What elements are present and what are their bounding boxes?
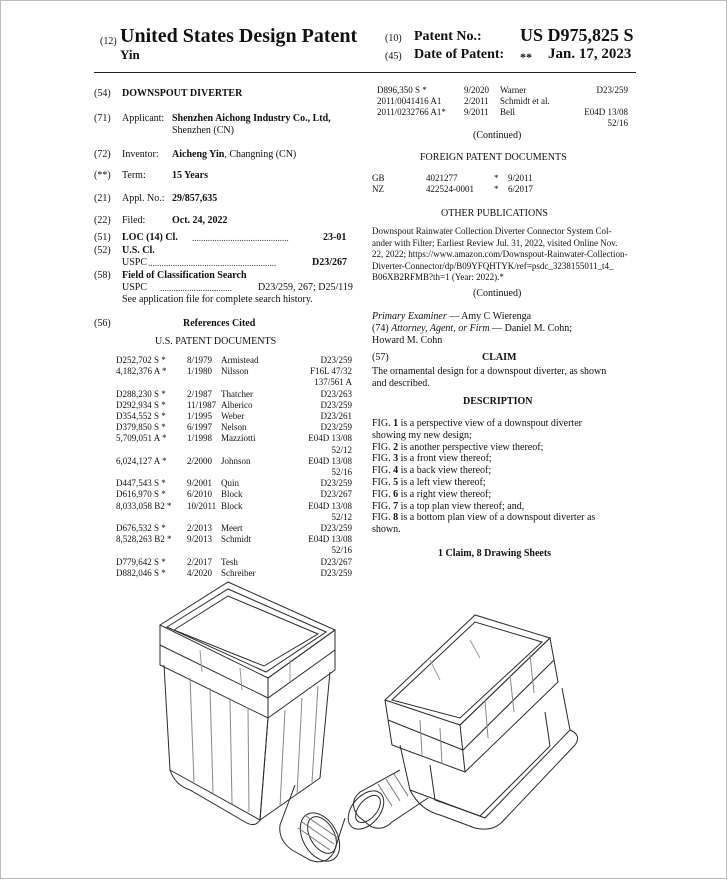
ref-class: D23/267 [320, 489, 352, 500]
loc-dots: ........................................... [192, 233, 289, 243]
inventor-entry [172, 149, 296, 160]
inventor-location: , Changning (CN) [224, 149, 297, 160]
field-uspc-label: USPC [122, 282, 148, 293]
reference-row [116, 433, 352, 444]
us-patent-docs-title: U.S. PATENT DOCUMENTS [155, 336, 277, 347]
ref-date: 9/2013 [187, 534, 213, 545]
reference-row [116, 422, 352, 433]
ref-name: Alberico [221, 399, 253, 410]
ref-date: 1/1995 [187, 411, 213, 421]
inventor-label: Inventor: [122, 149, 159, 160]
description-title: DESCRIPTION [463, 396, 533, 407]
claim-title: CLAIM [482, 352, 517, 363]
filed-date: Oct. 24, 2022 [172, 215, 228, 226]
ref-class: E04D 13/08 [308, 455, 352, 466]
fig-number: 5 [393, 477, 399, 488]
ref-name: Block [221, 489, 243, 500]
title-of-design: DOWNSPOUT DIVERTER [122, 88, 243, 99]
reference-row [372, 96, 628, 107]
fig-number: 8 [393, 512, 399, 524]
reference-row [116, 523, 352, 534]
ref-date: 2/2000 [187, 455, 213, 466]
fig-prefix: FIG. [372, 465, 394, 477]
ref-number: D676,532 S * [116, 523, 166, 533]
ref-name: Bell [500, 107, 515, 117]
fig-prefix: FIG. [372, 418, 394, 429]
ref-class: D23/259 [320, 399, 352, 410]
fig-text: is a right view thereof; [398, 488, 492, 500]
ref-number: 6,024,127 A * [116, 455, 167, 466]
fig-text: is a bottom plan view of a downspout diverter as [398, 512, 596, 524]
fig-text: is another perspective view thereof; [398, 441, 544, 453]
fig-number: 4 [393, 465, 399, 477]
figure-description-line [372, 512, 595, 523]
ref-class: 52/12 [331, 511, 352, 522]
code-term: (**) [94, 170, 111, 181]
code-12: (12) [100, 36, 117, 47]
ref-class: D23/267 [320, 556, 352, 567]
attorney-name-2: Howard M. Cohn [372, 335, 443, 346]
fig-number: 2 [393, 441, 399, 453]
code-72: (72) [94, 149, 111, 160]
ref-date: 10/2011 [187, 500, 217, 511]
figure-description-line [372, 430, 472, 441]
fig-text: is a perspective view of a downspout diverter [398, 418, 582, 429]
fig-prefix: showing my new design; [372, 429, 472, 441]
references-cited-title: References Cited [183, 318, 256, 329]
inventor-name: Aicheng Yin [172, 149, 225, 160]
field-uspc-dots: ................................ [160, 283, 232, 293]
term-value: 15 Years [172, 170, 209, 181]
reference-row [372, 107, 628, 118]
code-51: (51) [94, 232, 111, 243]
primary-examiner-label: Primary Examiner [372, 311, 447, 322]
attorney-name-1: — Daniel M. Cohn; [492, 323, 573, 334]
fig-text: is a back view thereof; [398, 465, 492, 477]
other-publication-line: ander with Filter; Earliest Review Jul. 31, 2022, visited Online Nov. [372, 237, 618, 248]
perspective-view-right [341, 615, 577, 836]
ref-date: 1/1980 [187, 366, 213, 377]
ref-number: D616,970 S * [116, 489, 166, 500]
ref-number: D354,552 S * [116, 411, 166, 421]
primary-examiner [372, 311, 531, 322]
reference-row [116, 355, 352, 366]
loc-value: 23-01 [323, 232, 347, 243]
ref-name: Tesh [221, 556, 238, 567]
continued-label-2: (Continued) [473, 288, 522, 299]
foreign-number: 4021277 [426, 173, 458, 183]
fig-prefix: FIG. [372, 500, 394, 512]
foreign-country: NZ [372, 184, 384, 194]
ref-name: Armistead [221, 355, 259, 365]
ref-name: Schmidt [221, 534, 252, 545]
figure-description-line [372, 442, 543, 453]
field-search-label: Field of Classification Search [122, 270, 247, 281]
primary-examiner-name: — Amy C Wierenga [449, 311, 532, 322]
figure-description-line [372, 524, 401, 535]
ref-class: 52/16 [331, 545, 352, 556]
ref-class: D23/259 [596, 85, 628, 95]
ref-date: 11/1987 [187, 399, 217, 410]
ref-class: 52/16 [607, 118, 628, 128]
ref-number: 8,528,263 B2 * [116, 534, 172, 545]
other-publication-line: B06XB2RFMB?th=1 (Year: 2022).* [372, 272, 504, 282]
ref-name: Nilsson [221, 366, 249, 377]
foreign-date: 9/2011 [508, 173, 533, 183]
us-cl-label: U.S. Cl. [122, 245, 155, 256]
ref-name: Quin [221, 478, 239, 489]
ref-date: 1/1998 [187, 433, 213, 444]
figure-description-line [372, 418, 582, 429]
ref-class: E04D 13/08 [308, 433, 352, 444]
other-publication-line: Downspout Rainwater Collection Diverter Connector System Col- [372, 226, 612, 236]
perspective-view-left [160, 582, 348, 868]
attorney-label: Attorney, Agent, or Firm [391, 323, 490, 334]
filed-label: Filed: [122, 215, 146, 226]
uspc-dots: ......................................................... [148, 258, 277, 268]
other-publications-title: OTHER PUBLICATIONS [441, 208, 548, 219]
reference-row [116, 467, 352, 478]
fig-number: 3 [393, 453, 399, 465]
figure-description-line [372, 501, 524, 512]
uspc-label: USPC [122, 257, 148, 268]
ref-date: 9/2011 [464, 107, 489, 117]
fig-prefix: FIG. [372, 453, 394, 465]
claim-text-1: The ornamental design for a downspout diverter, as shown [372, 366, 607, 377]
ref-name: Meert [221, 523, 243, 533]
code-45: (45) [385, 51, 402, 62]
fig-prefix: FIG. [372, 477, 394, 488]
fig-text: is a left view thereof; [398, 477, 486, 488]
ref-class: E04D 13/08 [308, 534, 352, 545]
patent-type-title: United States Design Patent [120, 25, 358, 47]
ref-name: Schmidt et al. [500, 96, 550, 106]
fig-number: 6 [393, 488, 399, 500]
reference-row [116, 501, 352, 512]
ref-class: E04D 13/08 [308, 500, 352, 511]
code-22: (22) [94, 215, 111, 226]
fig-prefix: shown. [372, 524, 401, 536]
ref-class: D23/259 [320, 355, 352, 365]
ref-name: Weber [221, 411, 245, 421]
reference-row [116, 377, 352, 388]
ref-name: Warner [500, 85, 527, 95]
ref-number: 2011/0041416 A1 [377, 96, 442, 106]
appl-no-label: Appl. No.: [122, 193, 165, 204]
ref-date: 6/2010 [187, 489, 213, 500]
uspc-value: D23/267 [312, 257, 347, 268]
ref-date: 4/2020 [187, 567, 213, 578]
reference-row [116, 489, 352, 500]
ref-class: D23/259 [320, 422, 352, 433]
fig-text: is a top plan view thereof; and, [398, 500, 525, 512]
fig-prefix: FIG. [372, 512, 394, 524]
ref-number: 4,182,376 A * [116, 366, 167, 377]
reference-row [116, 545, 352, 556]
field-uspc-value: D23/259, 267; D25/119 [258, 282, 353, 293]
inventor-short: Yin [120, 47, 140, 62]
fig-number: 7 [393, 500, 399, 512]
code-52: (52) [94, 245, 111, 256]
continued-label-1: (Continued) [473, 130, 522, 141]
term-label: Term: [122, 170, 146, 181]
ref-class: 52/16 [331, 467, 352, 477]
code-56: (56) [94, 318, 111, 329]
reference-row [116, 366, 352, 377]
foreign-star: * [494, 184, 499, 194]
code-74: (74) [372, 323, 389, 334]
ref-class: E04D 13/08 [584, 107, 628, 117]
reference-row [116, 400, 352, 411]
foreign-reference-row [372, 173, 572, 184]
code-58: (58) [94, 270, 111, 281]
reference-row [116, 512, 352, 523]
ref-name: Thatcher [221, 388, 253, 399]
ref-name: Mazziotti [221, 433, 256, 444]
ref-date: 2/1987 [187, 388, 213, 399]
ref-class: D23/259 [320, 478, 352, 489]
ref-name: Schreiber [221, 567, 256, 578]
reference-row [116, 445, 352, 456]
ref-date: 8/1979 [187, 355, 213, 365]
ref-class: D23/259 [320, 523, 352, 533]
figure-description-line [372, 489, 491, 500]
patent-number: US D975,825 S [520, 25, 634, 45]
foreign-number: 422524-0001 [426, 184, 474, 194]
ref-class: F16L 47/32 [310, 366, 352, 377]
reference-row [372, 85, 628, 96]
ref-number: D292,934 S * [116, 399, 166, 410]
ref-class: D23/261 [320, 411, 352, 421]
foreign-date: 6/2017 [508, 184, 534, 194]
patent-no-label: Patent No.: [414, 29, 482, 44]
fig-text: is a front view thereof; [398, 453, 492, 465]
code-21: (21) [94, 193, 111, 204]
loc-label: LOC (14) Cl. [122, 232, 178, 243]
figure-description-line [372, 453, 492, 464]
design-drawings [130, 560, 600, 870]
ref-number: D896,350 S * [377, 85, 427, 95]
ref-number: 2011/0232766 A1* [377, 107, 446, 117]
claims-drawings-summary: 1 Claim, 8 Drawing Sheets [438, 548, 552, 559]
date-of-patent: Jan. 17, 2023 [548, 46, 632, 62]
foreign-country: GB [372, 173, 385, 183]
ref-name: Block [221, 500, 243, 511]
reference-row [116, 478, 352, 489]
claim-text-2: and described. [372, 378, 430, 389]
other-publication-line: Diverter-Connector/dp/B09YFQHTYK/ref=psdc_3238155011_t4_ [372, 260, 614, 271]
ref-date: 2/2011 [464, 96, 489, 106]
other-publication-line: 22, 2022; https://www.amazon.com/Downspout-Rainwater-Collection- [372, 249, 628, 259]
figure-description-line [372, 477, 486, 488]
fig-number: 1 [393, 418, 399, 429]
ref-number: 5,709,051 A * [116, 433, 167, 444]
ref-number: D882,046 S * [116, 567, 166, 578]
ref-number: 8,033,058 B2 * [116, 500, 172, 511]
ref-date: 9/2020 [464, 85, 490, 95]
ref-class: 137/561 A [314, 377, 352, 388]
applicant-label: Applicant: [122, 113, 165, 124]
code-10: (10) [385, 33, 402, 44]
reference-row [116, 411, 352, 422]
ref-number: D379,850 S * [116, 422, 166, 433]
ref-class: D23/263 [320, 388, 352, 399]
ref-name: Johnson [221, 455, 251, 466]
ref-class: 52/12 [331, 444, 352, 455]
code-57: (57) [372, 352, 389, 363]
code-71: (71) [94, 113, 111, 124]
reference-row [116, 456, 352, 467]
foreign-star: * [494, 173, 499, 183]
reference-row [116, 534, 352, 545]
foreign-docs-title: FOREIGN PATENT DOCUMENTS [420, 152, 567, 163]
search-history-note: See application file for complete search history. [122, 294, 313, 305]
fig-prefix: FIG. [372, 488, 394, 500]
date-of-patent-label: Date of Patent: [414, 47, 505, 62]
applicant-location: Shenzhen (CN) [172, 125, 234, 136]
appl-no-value: 29/857,635 [172, 193, 218, 204]
foreign-reference-row [372, 184, 572, 195]
fig-prefix: FIG. [372, 441, 394, 453]
ref-name: Nelson [221, 422, 247, 433]
ref-date: 9/2001 [187, 478, 213, 489]
applicant-name: Shenzhen Aichong Industry Co., Ltd, [172, 113, 331, 124]
reference-row [372, 118, 628, 129]
code-54: (54) [94, 88, 111, 99]
attorney-line [372, 323, 572, 334]
header-divider [94, 72, 636, 73]
ref-date: 2/2013 [187, 523, 213, 533]
figure-description-line [372, 465, 491, 476]
ref-number: D288,230 S * [116, 388, 166, 399]
ref-class: D23/259 [320, 567, 352, 578]
ref-number: D779,642 S * [116, 556, 166, 567]
ref-date: 6/1997 [187, 422, 213, 433]
ref-number: D447,543 S * [116, 478, 166, 489]
date-marker: ** [520, 50, 532, 64]
ref-number: D252,702 S * [116, 355, 166, 365]
reference-row [116, 389, 352, 400]
ref-date: 2/2017 [187, 556, 213, 567]
